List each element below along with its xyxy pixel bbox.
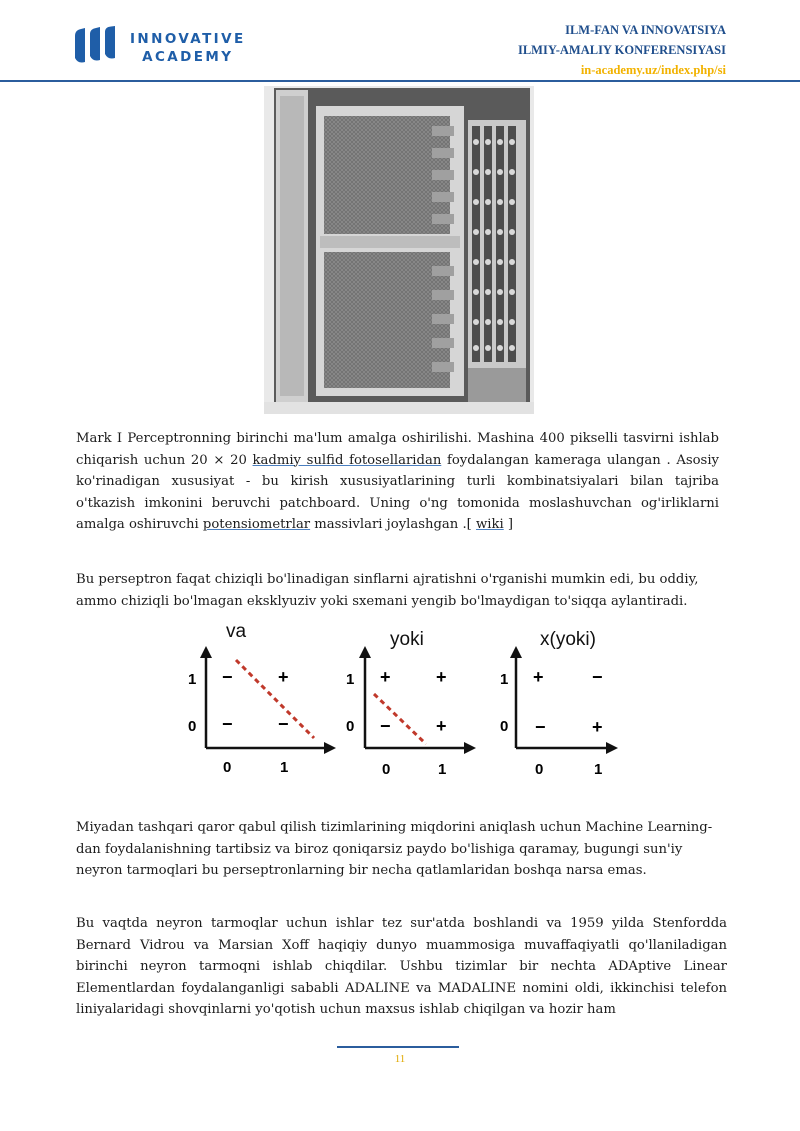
x-tick-0: 0 bbox=[223, 759, 232, 776]
text-run: Mark I Perceptronning birinchi ma'lum amalga oshirilishi. Mashina 400 pikselli tasvirni ishlab bbox=[76, 431, 719, 446]
p3-line-1: Miyadan tashqari qaror qabul qilish tizimlarining miqdorini aniqlash uchun Machine Learning- bbox=[76, 820, 713, 835]
p3-line-2: dan foydalanishning tartibsiz va biroz qoniqarsiz paydo bo'lishiga qaramay, bugungi sun'iy bbox=[76, 841, 683, 857]
text-run: o'tkazish imkonini beruvchi patchboard. Uning o'ng tomonida moslashuvchan og'irliklarni bbox=[76, 495, 719, 511]
p1-line-1 bbox=[76, 428, 719, 450]
page-header bbox=[0, 0, 800, 84]
paragraph-adaline bbox=[76, 913, 727, 1021]
brand-wordmark bbox=[130, 30, 246, 66]
p4-line-5: liniyalaridagi shovqinlarni yo'qotish uchun maxsus ishlab chiqilgan va hozir ham bbox=[76, 1002, 616, 1017]
y-tick-0: 0 bbox=[500, 718, 509, 735]
p4-line-3: birinchi neyron tarmoqni ishlab chiqdilar. Ushbu tizimlar bir nechta ADAptive Linear bbox=[76, 959, 727, 974]
conference-title bbox=[518, 20, 726, 80]
panel-title: yoki bbox=[390, 629, 424, 650]
x-tick-1: 1 bbox=[594, 761, 603, 778]
text-run: amalga oshiruvchi bbox=[76, 517, 203, 532]
cell-0-0: − bbox=[535, 717, 546, 737]
conference-url[interactable]: in-academy.uz/index.php/si bbox=[580, 63, 726, 77]
cell-0-1: + bbox=[380, 667, 391, 687]
conference-line-1: ILM-FAN VA INNOVATSIYA bbox=[565, 23, 726, 37]
text-run: ko'rinadigan xususiyat - bu kirish xususiyatlarining turli kombinatsiyalari bilan tajriba bbox=[76, 474, 719, 489]
p1-line-2 bbox=[76, 450, 719, 472]
x-tick-0: 0 bbox=[535, 761, 544, 778]
brand-line-2: ACADEMY bbox=[142, 49, 234, 65]
x-tick-1: 1 bbox=[280, 759, 289, 776]
link-wiki[interactable]: wiki bbox=[476, 517, 504, 532]
y-tick-0: 0 bbox=[188, 718, 197, 735]
p3-line-3: neyron tarmoqlari bu perseptronlarning bir necha qatlamlaridan boshqa narsa emas. bbox=[76, 863, 647, 878]
paragraph-machine-learning bbox=[76, 817, 726, 882]
text-run: chiqarish uchun 20 × 20 bbox=[76, 452, 253, 468]
y-tick-1: 1 bbox=[346, 671, 355, 688]
y-tick-1: 1 bbox=[188, 671, 197, 688]
cell-1-1: + bbox=[436, 667, 447, 687]
text-run: foydalangan kameraga ulangan . Asosiy bbox=[441, 452, 719, 468]
cell-1-0: + bbox=[592, 717, 603, 737]
cell-0-1: − bbox=[222, 667, 233, 687]
cell-1-1: + bbox=[278, 667, 289, 687]
cell-1-0: + bbox=[436, 716, 447, 736]
p1-line-3 bbox=[76, 471, 719, 493]
footer-divider bbox=[337, 1046, 459, 1048]
cell-0-0: − bbox=[380, 716, 391, 736]
page-number: 11 bbox=[394, 1053, 406, 1065]
logic-gates-figure bbox=[178, 618, 623, 788]
p2-line-2: ammo chiziqli bo'lmagan eksklyuziv yoki sxemani yengib bo'lmaydigan to'siqqa aylantiradi. bbox=[76, 593, 688, 609]
paragraph-linear-separable bbox=[76, 569, 726, 612]
p4-line-1: Bu vaqtda neyron tarmoqlar uchun ishlar tez sur'atda boshlandi va 1959 yilda Stenfordda bbox=[76, 916, 727, 931]
text-run: massivlari joylashgan .[ bbox=[310, 517, 477, 532]
link-kadmiy-sulfid[interactable]: kadmiy sulfid fotosellaridan bbox=[252, 452, 442, 468]
y-tick-0: 0 bbox=[346, 718, 355, 735]
header-divider bbox=[0, 80, 800, 82]
mark-i-perceptron-photo bbox=[264, 86, 534, 414]
y-tick-1: 1 bbox=[500, 671, 509, 688]
panel-title: x(yoki) bbox=[540, 629, 596, 650]
x-tick-0: 0 bbox=[382, 761, 391, 778]
cell-0-0: − bbox=[222, 714, 233, 734]
conference-line-2: ILMIY-AMALIY KONFERENSIYASI bbox=[517, 43, 726, 57]
text-run: ] bbox=[503, 517, 514, 532]
p4-line-2: Bernard Vidrou va Marsian Xoff haqiqiy dunyo muammosiga muvaffaqiyatli qo'llaniladigan bbox=[76, 937, 727, 953]
x-tick-1: 1 bbox=[438, 761, 447, 778]
brand-line-1: INNOVATIVE bbox=[130, 31, 246, 47]
link-potensiometrlar[interactable]: potensiometrlar bbox=[202, 517, 311, 532]
p1-line-4 bbox=[76, 493, 719, 515]
p2-line-1: Bu perseptron faqat chiziqli bo'linadigan sinflarni ajratishni o'rganishi mumkin edi, bu oddiy, bbox=[76, 572, 699, 587]
cell-1-1: − bbox=[592, 667, 603, 687]
p1-line-5 bbox=[76, 514, 719, 536]
paragraph-mark-i bbox=[76, 428, 719, 536]
cell-1-0: − bbox=[278, 714, 289, 734]
p4-line-4: Elementlardan foydalanganligi sababli ADALINE va MADALINE nomini oldi, ikkinchisi telefon bbox=[76, 980, 727, 996]
innovative-academy-logo-icon bbox=[72, 26, 120, 66]
cell-0-1: + bbox=[533, 667, 544, 687]
panel-title: va bbox=[226, 621, 247, 642]
